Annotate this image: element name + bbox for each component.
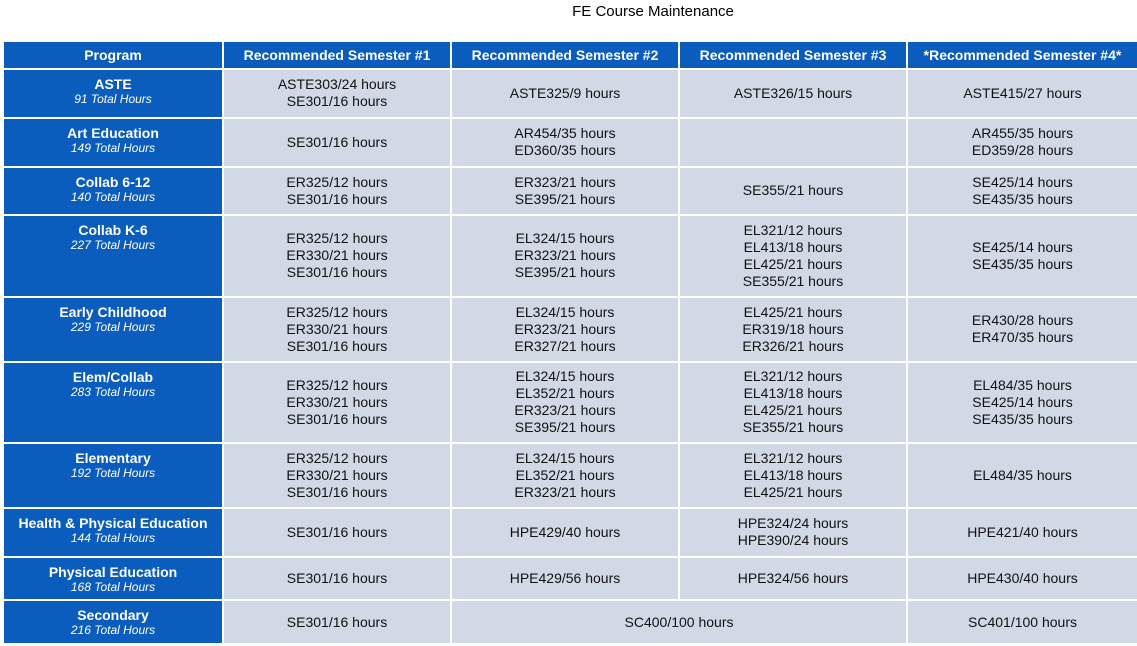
course-entry: SE301/16 hours bbox=[286, 133, 388, 150]
table-row bbox=[4, 298, 1137, 361]
program-cell bbox=[4, 70, 222, 117]
course-entry: ER327/21 hours bbox=[514, 337, 616, 354]
course-entry: EL324/15 hours bbox=[515, 230, 615, 247]
semester-2-cell bbox=[452, 509, 678, 556]
course-entry: SC401/100 hours bbox=[968, 613, 1077, 630]
program-cell bbox=[4, 444, 222, 507]
program-name: Collab 6-12 bbox=[75, 173, 151, 190]
course-entry: ER330/21 hours bbox=[286, 320, 388, 337]
table-row bbox=[4, 168, 1137, 215]
course-entry: ASTE325/9 hours bbox=[509, 84, 621, 101]
course-entry: ER330/21 hours bbox=[286, 393, 388, 410]
semester-4-cell bbox=[908, 168, 1137, 215]
program-name: Elem/Collab bbox=[72, 368, 154, 385]
program-cell bbox=[4, 558, 222, 600]
semester-1-cell bbox=[224, 444, 450, 507]
semester-1-cell bbox=[224, 601, 450, 643]
semester-2-cell bbox=[452, 168, 678, 215]
semester-4-cell bbox=[908, 509, 1137, 556]
course-entry: ER323/21 hours bbox=[514, 247, 616, 264]
course-entry: SE301/16 hours bbox=[286, 264, 388, 281]
program-total-hours: 216 Total Hours bbox=[70, 623, 156, 638]
program-total-hours: 168 Total Hours bbox=[70, 579, 156, 594]
course-entry: EL425/21 hours bbox=[743, 402, 843, 419]
semester-1-cell bbox=[224, 168, 450, 215]
table-row bbox=[4, 509, 1137, 556]
course-entry: SE435/35 hours bbox=[972, 410, 1073, 427]
header-semester-1: Recommended Semester #1 bbox=[224, 42, 450, 68]
course-entry: HPE421/40 hours bbox=[967, 523, 1078, 540]
course-entry: SE425/14 hours bbox=[972, 393, 1073, 410]
course-entry: ER330/21 hours bbox=[286, 247, 388, 264]
course-entry: SE301/16 hours bbox=[286, 483, 388, 500]
table-row bbox=[4, 119, 1137, 166]
course-entry: AR454/35 hours bbox=[514, 125, 616, 142]
program-name: Early Childhood bbox=[59, 303, 167, 320]
program-total-hours: 283 Total Hours bbox=[70, 384, 156, 399]
program-cell bbox=[4, 363, 222, 442]
program-cell bbox=[4, 168, 222, 215]
program-cell bbox=[4, 216, 222, 295]
course-entry: SE395/21 hours bbox=[514, 264, 616, 281]
course-entry: HPE390/24 hours bbox=[737, 532, 849, 549]
semester-1-cell bbox=[224, 119, 450, 166]
program-name: Physical Education bbox=[48, 563, 178, 580]
course-entry: SE435/35 hours bbox=[972, 190, 1073, 207]
semester-2-3-cell bbox=[452, 601, 906, 643]
semester-3-cell bbox=[680, 509, 906, 556]
course-entry: SE425/14 hours bbox=[972, 173, 1073, 190]
header-program: Program bbox=[4, 42, 222, 68]
course-entry: EL425/21 hours bbox=[743, 483, 843, 500]
course-entry: ASTE303/24 hours bbox=[277, 76, 397, 93]
course-entry: ED360/35 hours bbox=[514, 142, 616, 159]
course-entry: SE301/16 hours bbox=[286, 613, 388, 630]
course-entry: ER326/21 hours bbox=[742, 337, 844, 354]
course-entry: EL352/21 hours bbox=[515, 466, 615, 483]
course-entry: SE355/21 hours bbox=[742, 272, 844, 289]
course-entry: EL352/21 hours bbox=[515, 385, 615, 402]
course-entry: SE435/35 hours bbox=[972, 255, 1073, 272]
semester-4-cell bbox=[908, 70, 1137, 117]
header-row bbox=[4, 42, 1137, 68]
semester-1-cell bbox=[224, 509, 450, 556]
semester-1-cell bbox=[224, 70, 450, 117]
semester-1-cell bbox=[224, 216, 450, 295]
program-total-hours: 227 Total Hours bbox=[70, 238, 156, 253]
program-cell bbox=[4, 119, 222, 166]
semester-4-cell bbox=[908, 444, 1137, 507]
course-entry: ASTE415/27 hours bbox=[963, 84, 1082, 101]
course-entry: EL484/35 hours bbox=[973, 466, 1072, 483]
course-entry: ER319/18 hours bbox=[742, 320, 844, 337]
semester-3-cell bbox=[680, 363, 906, 442]
page-title: FE Course Maintenance bbox=[572, 3, 734, 20]
course-entry: EL484/35 hours bbox=[973, 376, 1072, 393]
course-entry: SE301/16 hours bbox=[286, 93, 388, 110]
program-name: Elementary bbox=[75, 449, 151, 466]
semester-2-cell bbox=[452, 558, 678, 600]
course-entry: SE301/16 hours bbox=[286, 190, 388, 207]
course-entry: EL413/18 hours bbox=[743, 385, 843, 402]
course-entry: HPE430/40 hours bbox=[967, 569, 1078, 586]
course-entry: ER325/12 hours bbox=[286, 449, 388, 466]
semester-4-cell bbox=[908, 119, 1137, 166]
course-entry: EL324/15 hours bbox=[515, 449, 615, 466]
course-entry: SE301/16 hours bbox=[286, 523, 388, 540]
course-entry: HPE429/56 hours bbox=[509, 569, 621, 586]
program-name: Collab K-6 bbox=[78, 222, 148, 239]
course-entry: SE425/14 hours bbox=[972, 238, 1073, 255]
course-entry: EL425/21 hours bbox=[743, 303, 843, 320]
course-entry: EL321/12 hours bbox=[743, 221, 843, 238]
semester-2-cell bbox=[452, 216, 678, 295]
course-entry: ED359/28 hours bbox=[971, 142, 1074, 159]
course-entry: ER430/28 hours bbox=[971, 312, 1074, 329]
course-entry: SE301/16 hours bbox=[286, 410, 388, 427]
semester-4-cell bbox=[908, 298, 1137, 361]
course-entry: SC400/100 hours bbox=[624, 613, 734, 630]
course-entry: AR455/35 hours bbox=[971, 125, 1074, 142]
course-entry: SE395/21 hours bbox=[514, 190, 616, 207]
semester-1-cell bbox=[224, 558, 450, 600]
program-cell bbox=[4, 298, 222, 361]
table-row bbox=[4, 558, 1137, 600]
table-row bbox=[4, 216, 1137, 295]
semester-4-cell bbox=[908, 216, 1137, 295]
course-entry: SE355/21 hours bbox=[742, 182, 844, 199]
program-name: Secondary bbox=[77, 607, 149, 624]
semester-3-cell bbox=[680, 216, 906, 295]
course-entry: HPE324/56 hours bbox=[737, 569, 849, 586]
header-semester-4: *Recommended Semester #4* bbox=[908, 42, 1137, 68]
course-entry: ER323/21 hours bbox=[514, 320, 616, 337]
course-entry: EL321/12 hours bbox=[743, 449, 843, 466]
course-entry: ER325/12 hours bbox=[286, 173, 388, 190]
program-total-hours: 144 Total Hours bbox=[70, 530, 156, 545]
semester-1-cell bbox=[224, 298, 450, 361]
semester-3-cell bbox=[680, 168, 906, 215]
semester-2-cell bbox=[452, 70, 678, 117]
course-entry: ER325/12 hours bbox=[286, 303, 388, 320]
table-row bbox=[4, 601, 1137, 643]
program-cell bbox=[4, 509, 222, 556]
course-entry: SE301/16 hours bbox=[286, 569, 388, 586]
course-entry: EL321/12 hours bbox=[743, 368, 843, 385]
course-entry: HPE324/24 hours bbox=[737, 515, 849, 532]
course-entry: EL324/15 hours bbox=[515, 303, 615, 320]
table-row bbox=[4, 444, 1137, 507]
program-name: ASTE bbox=[94, 76, 132, 92]
course-entry: ASTE326/15 hours bbox=[733, 84, 853, 101]
course-entry: ER330/21 hours bbox=[286, 466, 388, 483]
course-entry: SE395/21 hours bbox=[514, 419, 616, 436]
semester-2-cell bbox=[452, 363, 678, 442]
course-entry: SE301/16 hours bbox=[286, 337, 388, 354]
program-total-hours: 91 Total Hours bbox=[74, 92, 152, 106]
table-row bbox=[4, 70, 1137, 117]
course-entry: EL413/18 hours bbox=[743, 238, 843, 255]
program-total-hours: 149 Total Hours bbox=[70, 140, 156, 155]
course-entry: ER323/21 hours bbox=[514, 173, 616, 190]
program-total-hours: 192 Total Hours bbox=[70, 465, 156, 480]
semester-3-cell bbox=[680, 444, 906, 507]
course-entry: EL324/15 hours bbox=[515, 368, 615, 385]
semester-2-cell bbox=[452, 444, 678, 507]
course-entry: HPE429/40 hours bbox=[509, 523, 621, 540]
semester-4-cell bbox=[908, 363, 1137, 442]
program-total-hours: 229 Total Hours bbox=[70, 319, 156, 334]
course-entry: EL425/21 hours bbox=[743, 255, 843, 272]
course-entry: ER325/12 hours bbox=[286, 376, 388, 393]
course-table bbox=[2, 40, 1137, 645]
semester-2-cell bbox=[452, 119, 678, 166]
course-entry: EL413/18 hours bbox=[743, 466, 843, 483]
course-entry: SE355/21 hours bbox=[742, 419, 844, 436]
semester-3-cell bbox=[680, 70, 906, 117]
header-semester-2: Recommended Semester #2 bbox=[452, 42, 678, 68]
program-name: Health & Physical Education bbox=[18, 514, 208, 531]
course-entry: ER323/21 hours bbox=[514, 402, 616, 419]
program-name: Art Education bbox=[67, 124, 159, 141]
course-entry: ER323/21 hours bbox=[514, 483, 616, 500]
table-row bbox=[4, 363, 1137, 442]
semester-3-cell bbox=[680, 298, 906, 361]
semester-4-cell bbox=[908, 558, 1137, 600]
semester-1-cell bbox=[224, 363, 450, 442]
course-entry: ER470/35 hours bbox=[971, 329, 1074, 346]
semester-4-cell bbox=[908, 601, 1137, 643]
program-cell bbox=[4, 601, 222, 643]
program-total-hours: 140 Total Hours bbox=[70, 189, 156, 204]
semester-3-cell bbox=[680, 558, 906, 600]
semester-3-cell bbox=[680, 119, 906, 166]
semester-2-cell bbox=[452, 298, 678, 361]
course-entry: ER325/12 hours bbox=[286, 230, 388, 247]
header-semester-3: Recommended Semester #3 bbox=[680, 42, 906, 68]
